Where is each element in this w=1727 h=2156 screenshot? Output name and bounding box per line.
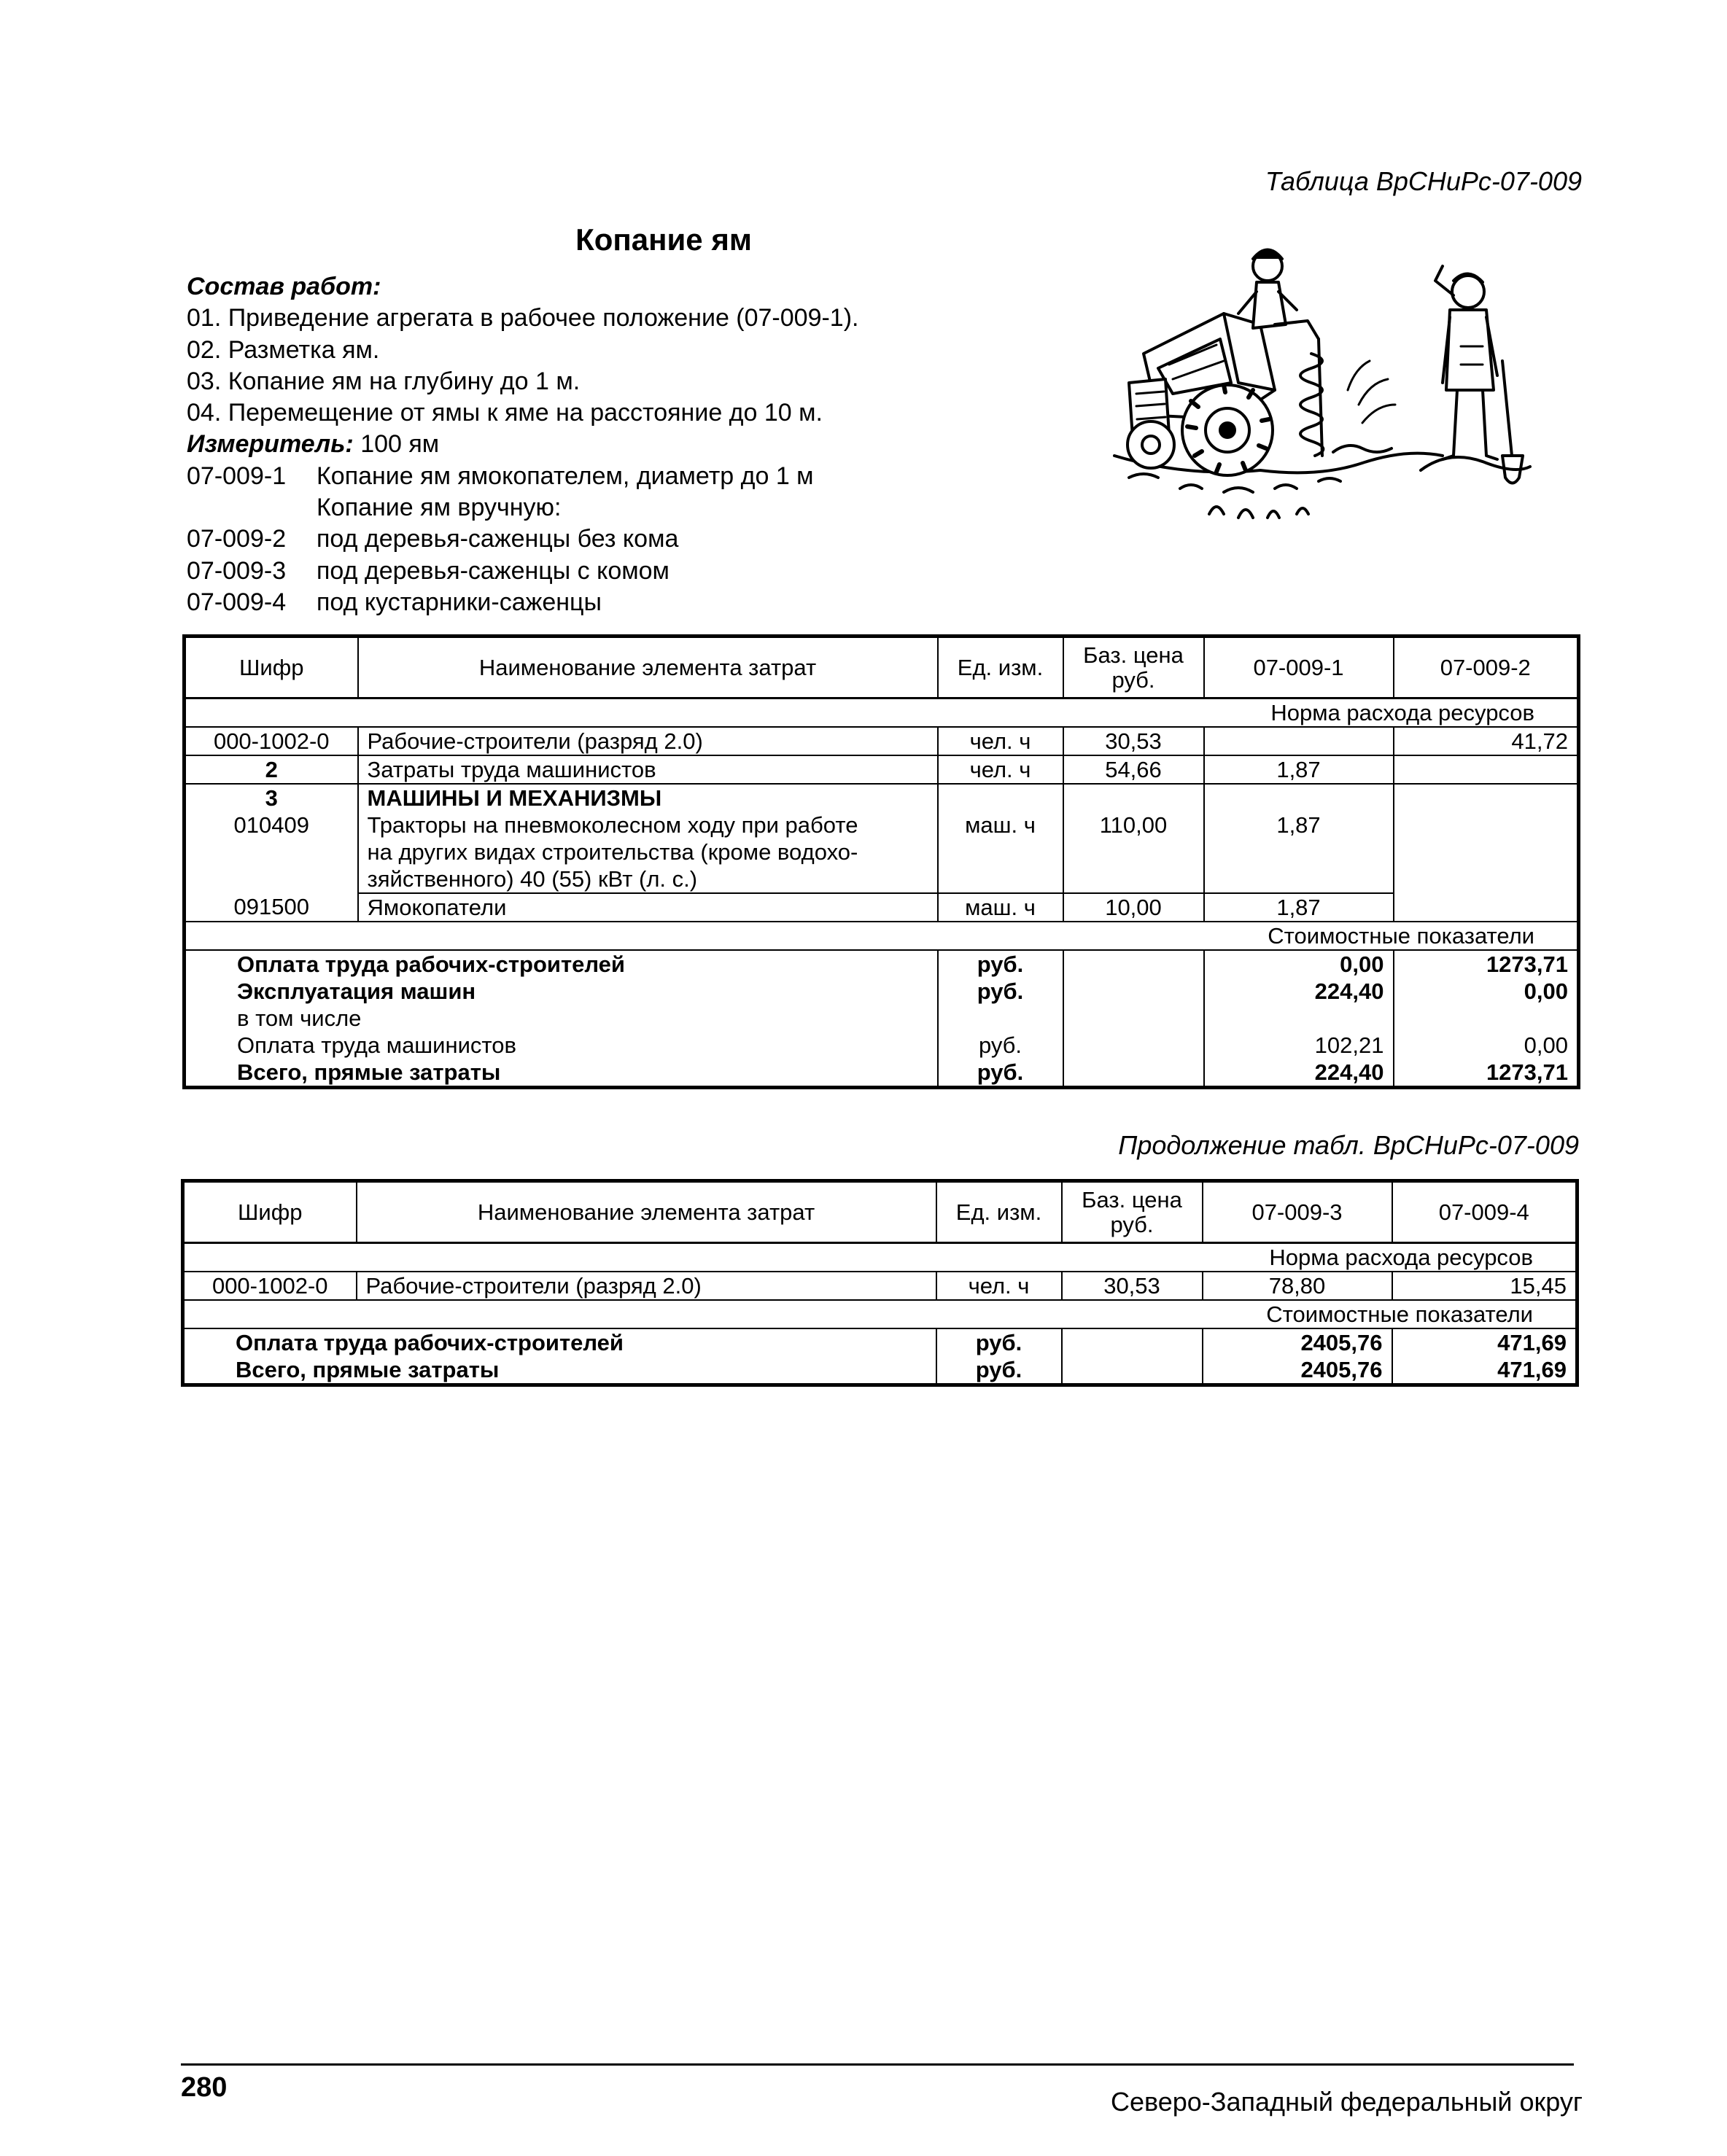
- tractor-auger-illustration: [1100, 237, 1537, 529]
- cost-price: [1062, 1356, 1203, 1385]
- code-text: под кустарники-саженцы: [317, 588, 602, 616]
- code-line: [187, 587, 859, 618]
- cost-v1: 2405,76: [1203, 1356, 1392, 1385]
- name-line: Тракторы на пневмоколесном ходу при работе: [367, 812, 858, 838]
- cost-price: [1063, 1005, 1204, 1032]
- code-line: [187, 492, 859, 524]
- cost-name: Оплата труда машинистов: [185, 1032, 938, 1059]
- cell-v1: [1204, 784, 1394, 812]
- col-header-unit: Ед. изм.: [938, 637, 1063, 698]
- work-heading: Состав работ:: [187, 273, 381, 300]
- col-header-name: Наименование элемента затрат: [357, 1181, 936, 1243]
- cost-price: [1062, 1328, 1203, 1356]
- cost-v1: 0,00: [1204, 950, 1394, 978]
- footer-divider: [181, 2063, 1574, 2066]
- cost-unit: руб.: [936, 1328, 1062, 1356]
- cost-row: [185, 978, 1579, 1005]
- cost-price: [1063, 978, 1204, 1005]
- cost-v2: 0,00: [1394, 978, 1579, 1005]
- cost-v1: [1204, 1005, 1394, 1032]
- cost-row: [185, 1032, 1579, 1059]
- cost-name: Всего, прямые затраты: [183, 1356, 936, 1385]
- col-header-price: Баз. цена руб.: [1062, 1181, 1203, 1243]
- cell-v1: [1204, 727, 1394, 755]
- table-row: [183, 1272, 1577, 1300]
- cell-name: [358, 812, 938, 893]
- cost-name: Оплата труда рабочих-строителей: [183, 1328, 936, 1356]
- cell-name: Ямокопатели: [358, 893, 938, 922]
- cost-v1: 102,21: [1204, 1032, 1394, 1059]
- table-row: [185, 812, 1579, 893]
- cost-unit: руб.: [938, 978, 1063, 1005]
- cost-name: Всего, прямые затраты: [185, 1059, 938, 1088]
- code-line: [187, 524, 859, 555]
- section-cost: Стоимостные показатели: [183, 1300, 1577, 1328]
- cell-unit: чел. ч: [938, 755, 1063, 784]
- page-number: 280: [181, 2072, 228, 2103]
- cell-v2: [1394, 755, 1579, 784]
- cost-row: [185, 1005, 1579, 1032]
- cell-code: 000-1002-0: [183, 1272, 357, 1300]
- table-row: [185, 893, 1579, 922]
- col-header-v2: 07-009-2: [1394, 637, 1579, 698]
- cost-unit: руб.: [938, 1059, 1063, 1088]
- cell-v2: 15,45: [1392, 1272, 1577, 1300]
- section-norm: Норма расхода ресурсов: [185, 698, 1579, 728]
- cost-row: [183, 1356, 1577, 1385]
- measure-label: Измеритель:: [187, 430, 354, 459]
- col-header-v2: 07-009-4: [1392, 1181, 1577, 1243]
- cost-v2: 0,00: [1394, 1032, 1579, 1059]
- cell-unit: маш. ч: [938, 893, 1063, 922]
- section-norm: Норма расхода ресурсов: [183, 1243, 1577, 1272]
- cost-row: [183, 1328, 1577, 1356]
- cell-name: МАШИНЫ И МЕХАНИЗМЫ: [358, 784, 938, 812]
- name-line: на других видах строительства (кроме водохо-: [367, 839, 858, 865]
- code-id: 07-009-2: [187, 525, 287, 553]
- cost-v2: 1273,71: [1394, 1059, 1579, 1088]
- cost-price: [1063, 1032, 1204, 1059]
- code-text: под деревья-саженцы с комом: [317, 556, 670, 585]
- table-row: [185, 755, 1579, 784]
- cell-v2: [1394, 812, 1579, 893]
- section-cost: Стоимостные показатели: [185, 922, 1579, 950]
- resource-table-1: [182, 634, 1580, 1089]
- code-line: [187, 461, 859, 492]
- col-header-v1: 07-009-3: [1203, 1181, 1392, 1243]
- resource-table-2: [181, 1179, 1579, 1387]
- cell-v2: [1394, 784, 1579, 812]
- table-caption: Таблица ВрСНиРс-07-009: [1265, 166, 1582, 196]
- page-title: Копание ям: [575, 222, 752, 257]
- cell-v2: 41,72: [1394, 727, 1579, 755]
- cell-price: 10,00: [1063, 893, 1204, 922]
- cell-v2: [1394, 893, 1579, 922]
- cell-code: 000-1002-0: [185, 727, 358, 755]
- cell-unit: маш. ч: [938, 812, 1063, 893]
- cell-price: 30,53: [1062, 1272, 1203, 1300]
- cost-unit: руб.: [938, 950, 1063, 978]
- code-id: 07-009-4: [187, 588, 287, 616]
- cell-v1: 78,80: [1203, 1272, 1392, 1300]
- code-text: Копание ям ямокопателем, диаметр до 1 м: [317, 462, 814, 490]
- cell-unit: чел. ч: [938, 727, 1063, 755]
- cost-v2: 471,69: [1392, 1328, 1577, 1356]
- cost-v1: 2405,76: [1203, 1328, 1392, 1356]
- intro-block: [187, 271, 859, 618]
- cell-price: 30,53: [1063, 727, 1204, 755]
- work-item: 02. Разметка ям.: [187, 335, 380, 364]
- cell-price: 54,66: [1063, 755, 1204, 784]
- code-id: 07-009-1: [187, 462, 287, 490]
- cost-price: [1063, 1059, 1204, 1088]
- work-item: 01. Приведение агрегата в рабочее положение (07-009-1).: [187, 304, 859, 332]
- cost-v2: 1273,71: [1394, 950, 1579, 978]
- col-header-code: Шифр: [185, 637, 358, 698]
- col-header-code: Шифр: [183, 1181, 357, 1243]
- cost-name: Оплата труда рабочих-строителей: [185, 950, 938, 978]
- cost-unit: [938, 1005, 1063, 1032]
- cost-v1: 224,40: [1204, 978, 1394, 1005]
- cell-code: 010409: [185, 812, 358, 893]
- cell-code: 2: [185, 755, 358, 784]
- footer-region: Северо-Западный федеральный округ: [1110, 2087, 1583, 2117]
- cost-row: [185, 950, 1579, 978]
- measure-line: [187, 429, 859, 460]
- table-row: [185, 727, 1579, 755]
- col-header-price: Баз. цена руб.: [1063, 637, 1204, 698]
- cost-v2: 471,69: [1392, 1356, 1577, 1385]
- cell-price: [1063, 784, 1204, 812]
- cell-price: 110,00: [1063, 812, 1204, 893]
- cell-code: 091500: [185, 893, 358, 922]
- col-header-unit: Ед. изм.: [936, 1181, 1062, 1243]
- cost-row: [185, 1059, 1579, 1088]
- cost-unit: руб.: [936, 1356, 1062, 1385]
- cell-unit: чел. ч: [936, 1272, 1062, 1300]
- cell-name: Затраты труда машинистов: [358, 755, 938, 784]
- work-item: 03. Копание ям на глубину до 1 м.: [187, 367, 581, 395]
- cost-v1: 224,40: [1204, 1059, 1394, 1088]
- cost-price: [1063, 950, 1204, 978]
- measure-value: 100 ям: [360, 430, 440, 459]
- cost-name: Эксплуатация машин: [185, 978, 938, 1005]
- cell-v1: 1,87: [1204, 893, 1394, 922]
- cost-v2: [1394, 1005, 1579, 1032]
- cell-name: Рабочие-строители (разряд 2.0): [358, 727, 938, 755]
- cell-v1: 1,87: [1204, 755, 1394, 784]
- table-row: [185, 784, 1579, 812]
- name-line: зяйственного) 40 (55) кВт (л. с.): [367, 866, 698, 892]
- col-header-name: Наименование элемента затрат: [358, 637, 938, 698]
- cost-name: в том числе: [185, 1005, 938, 1032]
- work-item: 04. Перемещение от ямы к яме на расстояние до 10 м.: [187, 399, 823, 427]
- code-text: Копание ям вручную:: [317, 494, 562, 522]
- cell-name: Рабочие-строители (разряд 2.0): [357, 1272, 936, 1300]
- cell-code: 3: [185, 784, 358, 812]
- cell-unit: [938, 784, 1063, 812]
- cost-unit: руб.: [938, 1032, 1063, 1059]
- code-line: [187, 556, 859, 587]
- code-id: 07-009-3: [187, 556, 287, 585]
- cell-v1: 1,87: [1204, 812, 1394, 893]
- col-header-v1: 07-009-1: [1204, 637, 1394, 698]
- code-text: под деревья-саженцы без кома: [317, 525, 679, 553]
- continuation-caption: Продолжение табл. ВрСНиРс-07-009: [1118, 1130, 1579, 1160]
